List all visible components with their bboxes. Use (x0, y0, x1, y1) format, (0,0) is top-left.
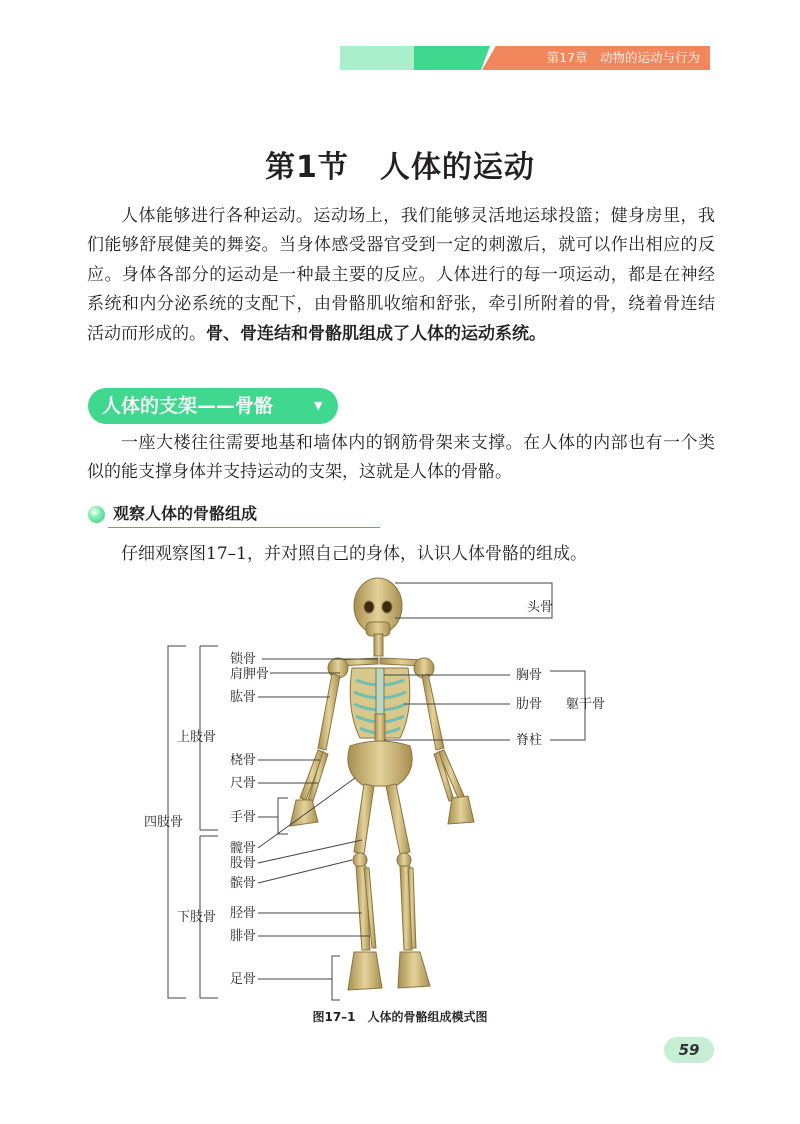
page-number: 59 (664, 1037, 714, 1063)
label-hip: 髋骨 (230, 841, 257, 856)
label-humerus: 肱骨 (230, 690, 257, 705)
label-fibula: 腓骨 (230, 929, 257, 944)
label-spine: 脊柱 (516, 733, 543, 748)
subsection-title: 人体的支架——骨骼 (102, 395, 274, 417)
label-trunk: 躯干骨 (566, 697, 606, 712)
label-sternum: 胸骨 (516, 668, 543, 683)
label-femur: 股骨 (230, 856, 257, 871)
label-foot: 足骨 (230, 972, 257, 987)
chapter-title: 第17章 动物的运动与行为 (546, 50, 700, 65)
label-ulna: 尺骨 (230, 776, 257, 791)
label-radius: 桡骨 (230, 753, 257, 768)
observe-title: 观察人体的骨骼组成 (113, 504, 258, 523)
label-lower-limb: 下肢骨 (177, 910, 217, 925)
label-patella: 髌骨 (230, 876, 257, 891)
triangle-down-icon: ▼ (314, 399, 323, 412)
label-limbs: 四肢骨 (144, 815, 184, 830)
label-hand: 手骨 (230, 810, 257, 825)
label-tibia: 胫骨 (230, 906, 257, 921)
label-upper-limb: 上肢骨 (177, 730, 217, 745)
intro-bold-text: 骨、骨连结和骨骼肌组成了人体的运动系统。 (206, 323, 546, 344)
label-clavicle: 锁骨 (230, 652, 257, 667)
skeleton-drawing (290, 578, 474, 990)
instruction-text: 仔细观察图17–1，并对照自己的身体，认识人体骨骼的组成。 (121, 544, 587, 564)
skeleton-text: 一座大楼往往需要地基和墙体内的钢筋骨架来支撑。在人体的内部也有一个类似的能支撑身体并支持运动的支架，这就是人体的骨骼。 (87, 433, 715, 483)
label-scapula: 肩胛骨 (230, 667, 270, 682)
label-skull: 头骨 (527, 600, 554, 615)
label-ribs: 肋骨 (516, 697, 543, 712)
intro-text: 人体能够进行各种运动。运动场上，我们能够灵活地运球投篮；健身房里，我们能够舒展健美的舞姿。当身体感受器官受到一定的刺激后，就可以作出相应的反应。身体各部分的运动是一种最主要的反应。人体进行的每一项运动，都是在神经系统和内分泌系统的支配下，由骨骼肌收缩和舒张，牵引所附着的骨，绕着骨连结活动而形成的。 (87, 206, 715, 344)
section-title: 第1节 人体的运动 (265, 150, 535, 185)
figure-caption: 图17–1 人体的骨骼组成模式图 (312, 1010, 488, 1024)
